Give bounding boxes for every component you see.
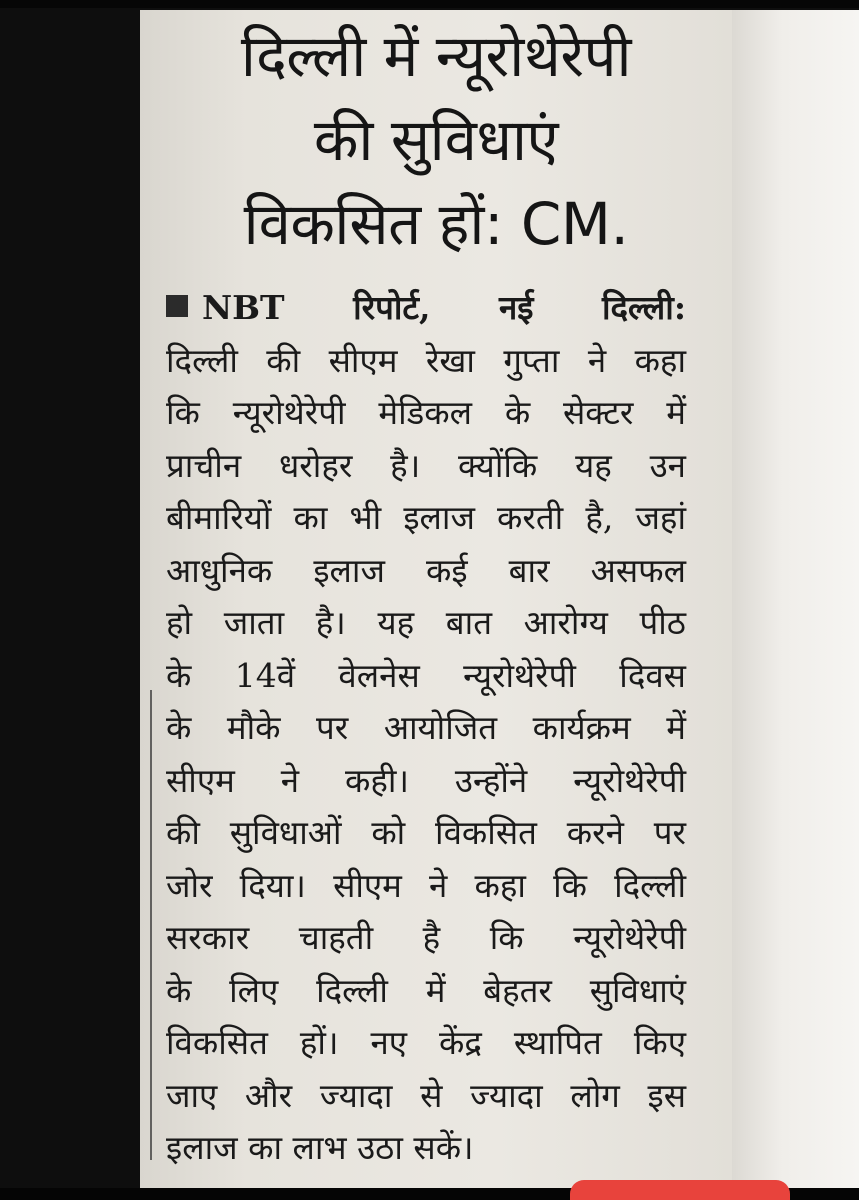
headline-line-3: विकसित हों: CM. xyxy=(243,190,629,258)
article-line: दिल्ली की सीएम रेखा गुप्ता ने कहा xyxy=(166,340,686,380)
article-line: प्राचीन धरोहर है। क्योंकि यह उन xyxy=(166,445,686,485)
article-line: के लिए दिल्ली में बेहतर सुविधाएं xyxy=(166,970,686,1010)
article-line: जोर दिया। सीएम ने कहा कि दिल्ली xyxy=(166,865,686,905)
article-line: कि न्यूरोथेरेपी मेडिकल के सेक्टर में xyxy=(166,393,686,432)
article-line: सीएम ने कही। उन्होंने न्यूरोथेरेपी xyxy=(166,760,686,800)
red-action-tab[interactable] xyxy=(570,1180,790,1200)
article-line: हो जाता है। यह बात आरोग्य पीठ xyxy=(166,603,686,642)
article-line: विकसित हों। नए केंद्र स्थापित किए xyxy=(166,1023,686,1062)
headline-line-1: दिल्ली में न्यूरोथेरेपी xyxy=(240,22,632,90)
article-line: के मौके पर आयोजित कार्यक्रम में xyxy=(166,708,686,747)
article-line: जाए और ज्यादा से ज्यादा लोग इस xyxy=(166,1075,686,1115)
article-line: बीमारियों का भी इलाज करती है, जहां xyxy=(166,498,686,537)
headline xyxy=(140,10,732,266)
headline-line-2: की सुविधाएं xyxy=(313,106,559,174)
column-rule xyxy=(150,690,152,1160)
dateline xyxy=(166,282,686,335)
top-dark-border xyxy=(0,0,859,8)
article-line: के 14वें वेलनेस न्यूरोथेरेपी दिवस xyxy=(166,655,686,695)
article-line: सरकार चाहती है कि न्यूरोथेरेपी xyxy=(166,918,686,957)
article-line: की सुविधाओं को विकसित करने पर xyxy=(166,813,686,852)
dateline-text: NBT रिपोर्ट, नई दिल्ली: xyxy=(202,288,686,327)
newspaper-clipping xyxy=(140,10,732,1188)
article-line: आधुनिक इलाज कई बार असफल xyxy=(166,550,686,590)
article-line: इलाज का लाभ उठा सकें। xyxy=(166,1128,474,1167)
square-bullet-icon xyxy=(166,295,188,317)
background-paper-edge xyxy=(732,10,859,1188)
article-body xyxy=(166,282,686,1175)
